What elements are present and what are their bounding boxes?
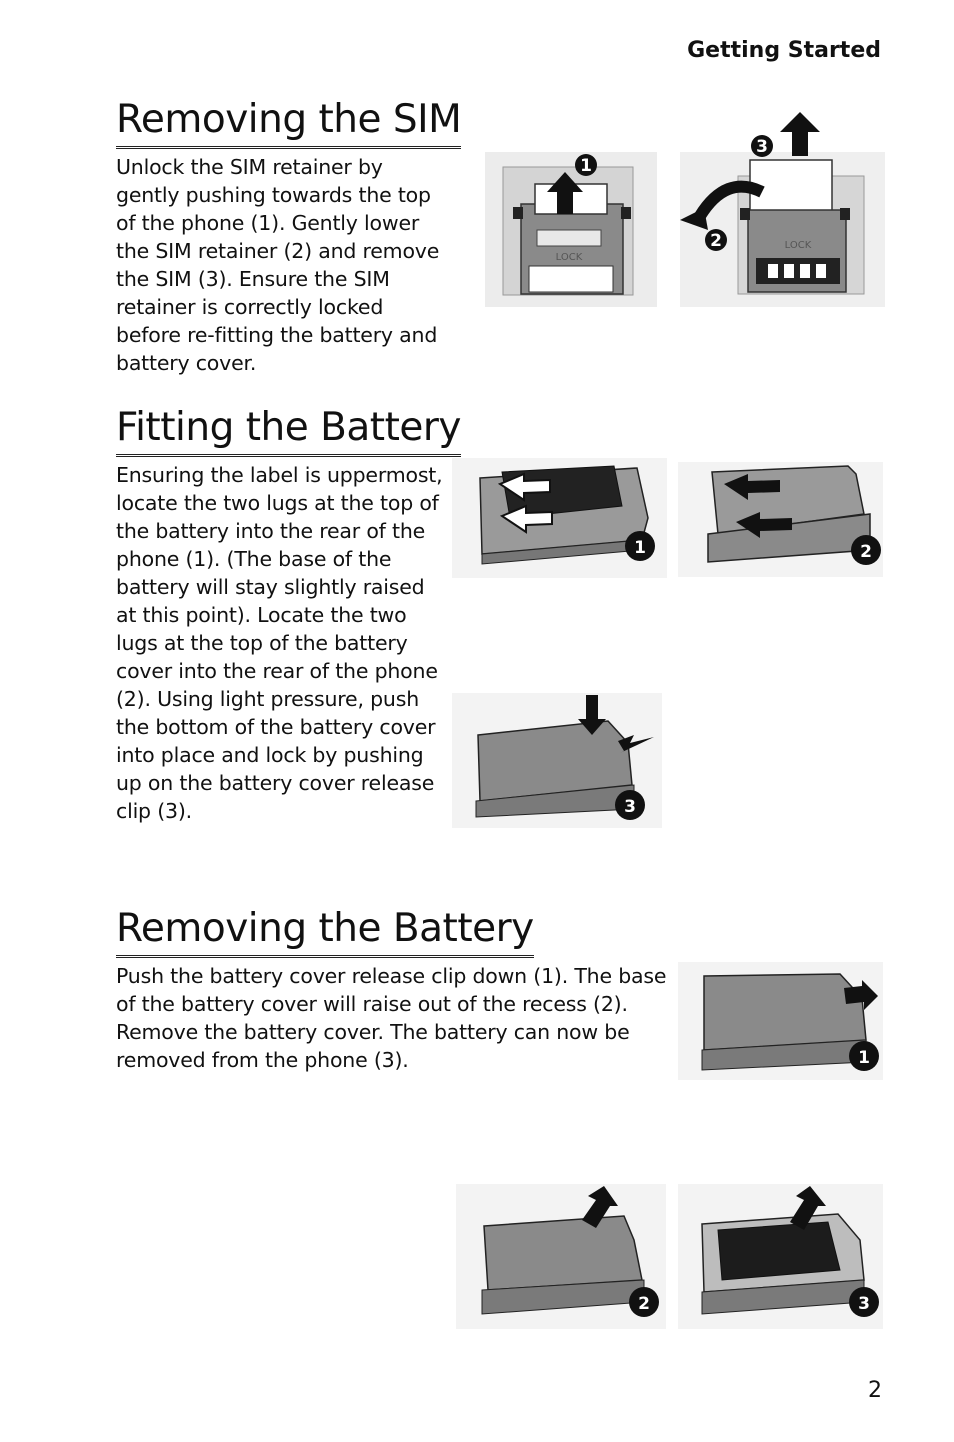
svg-text:1: 1 xyxy=(634,538,646,558)
lock-embossed-label: LOCK xyxy=(784,240,812,251)
battery-remove-figure-2 xyxy=(456,1184,666,1329)
svg-text:2: 2 xyxy=(860,542,872,562)
battery-remove-figure-1 xyxy=(678,962,883,1080)
svg-text:2: 2 xyxy=(710,231,722,251)
section-body-removing-battery: Push the battery cover release clip down (1). The base of the battery cover will raise out of the recess (2). Remove the battery cover. The battery can now be removed from the phone (3). xyxy=(116,964,667,1072)
page-number: 2 xyxy=(868,1378,882,1403)
battery-remove-figure-3 xyxy=(678,1184,883,1329)
section-body-fitting-battery: Ensuring the label is uppermost, locate the two lugs at the top of the battery into the rear of the phone (1). (The base of the battery will stay slightly raised at this point). Locate the two lugs at the top of the battery cover into the rear of the phone (2). Using light pressure, push the bottom of the battery cover into place and lock by pushing up on the battery cover release clip (3). xyxy=(116,463,443,823)
lock-embossed-label: LOCK xyxy=(555,252,583,263)
section-title-removing-battery: Removing the Battery xyxy=(116,906,534,958)
svg-text:3: 3 xyxy=(624,797,636,817)
sim-figure-1 xyxy=(485,152,657,307)
sim-figure-2 xyxy=(680,112,885,307)
svg-text:3: 3 xyxy=(858,1294,870,1314)
battery-fit-figure-1 xyxy=(452,458,667,578)
running-header: Getting Started xyxy=(687,38,881,63)
section-title-fitting-battery: Fitting the Battery xyxy=(116,405,461,457)
battery-fit-figure-2 xyxy=(678,462,883,577)
svg-text:2: 2 xyxy=(638,1294,650,1314)
battery-fit-figure-3 xyxy=(452,693,662,828)
svg-text:3: 3 xyxy=(756,137,768,157)
svg-text:1: 1 xyxy=(858,1048,870,1068)
section-body-removing-sim: Unlock the SIM retainer by gently pushing towards the top of the phone (1). Gently lower the SIM retainer (2) and remove the SIM (3). Ensure the SIM retainer is correctly locked before re-fitting the battery and battery cover. xyxy=(116,155,440,375)
section-title-removing-sim: Removing the SIM xyxy=(116,97,461,149)
svg-text:1: 1 xyxy=(580,156,592,176)
